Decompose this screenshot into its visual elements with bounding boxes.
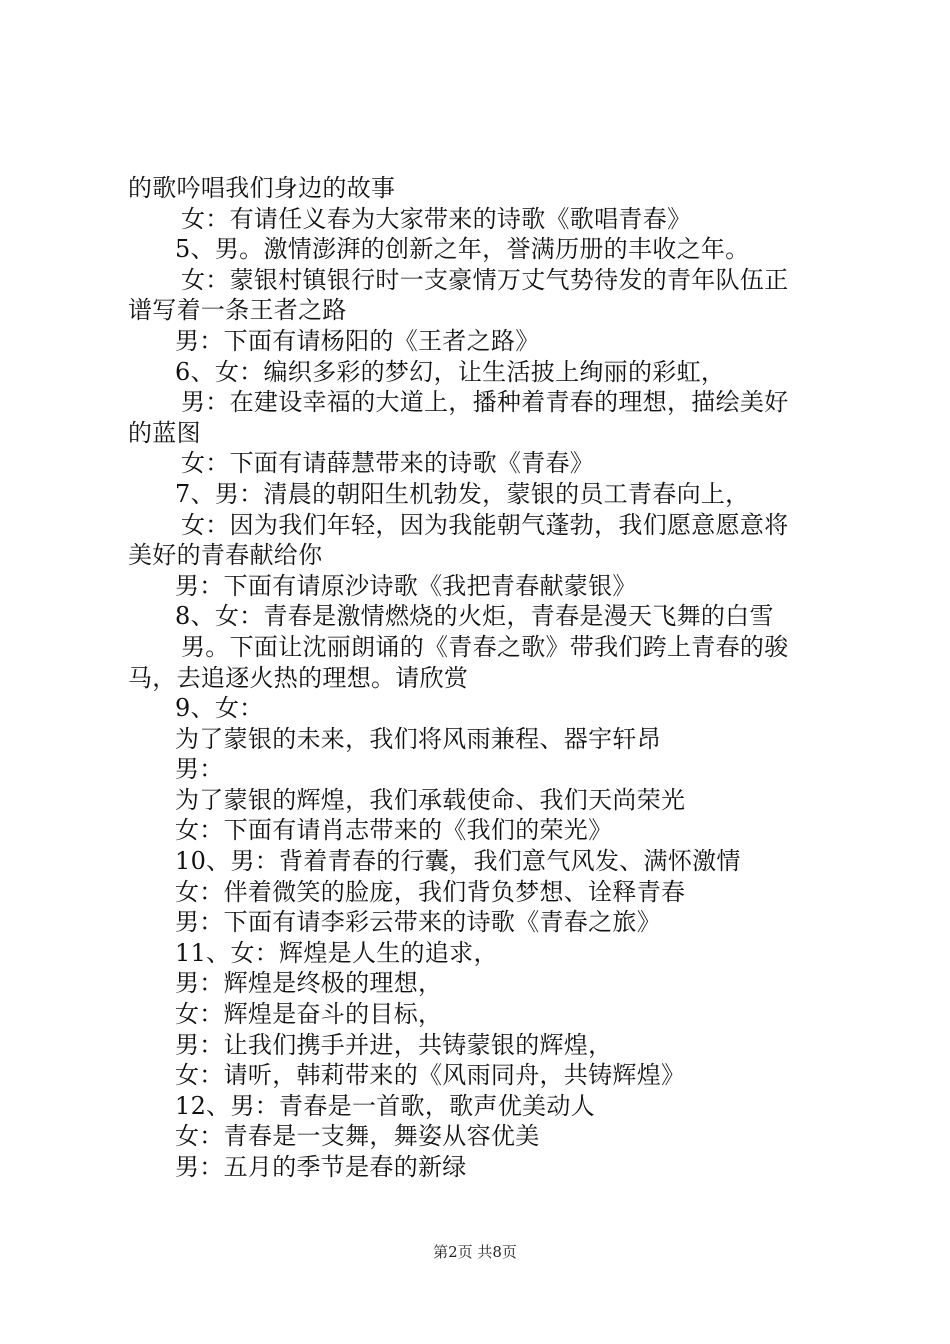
text-line: 5、男。激情澎湃的创新之年，誉满历册的丰收之年。 bbox=[175, 235, 750, 264]
document-body bbox=[128, 173, 834, 1183]
text-line: 女：青春是一支舞，舞姿从容优美 bbox=[175, 1122, 540, 1151]
text-line: 男：下面有请杨阳的《王者之路》 bbox=[175, 326, 540, 355]
text-line: 女：辉煌是奋斗的目标， bbox=[175, 1000, 443, 1029]
text-line: 男：五月的季节是春的新绿 bbox=[175, 1153, 467, 1181]
text-line: 女：蒙银村镇银行时一支豪情万丈气势待发的青年队伍正 bbox=[181, 265, 789, 294]
text-line: 女：伴着微笑的脸庞，我们背负梦想、诠释青春 bbox=[175, 877, 686, 906]
text-line: 女：因为我们年轻，因为我能朝气蓬勃，我们愿意愿意将 bbox=[181, 510, 789, 539]
text-line: 7、男：清晨的朝阳生机勃发，蒙银的员工青春向上， bbox=[175, 479, 750, 508]
text-line: 女：请听，韩莉带来的《风雨同舟，共铸辉煌》 bbox=[175, 1061, 686, 1090]
text-line: 8、女：青春是激情燃烧的火炬，青春是漫天飞舞的白雪 bbox=[175, 602, 774, 631]
text-line: 为了蒙银的辉煌，我们承载使命、我们天尚荣光 bbox=[175, 785, 686, 814]
text-line: 男：辉煌是终极的理想， bbox=[175, 969, 443, 998]
text-line: 女：下面有请薛慧带来的诗歌《青春》 bbox=[181, 449, 595, 478]
text-line: 11、女：辉煌是人生的追求， bbox=[175, 938, 498, 967]
text-line: 女：有请任义春为大家带来的诗歌《歌唱青春》 bbox=[181, 204, 692, 233]
text-line: 男。下面让沈丽朗诵的《青春之歌》带我们跨上青春的骏 bbox=[181, 632, 789, 661]
text-line: 男：让我们携手并进，共铸蒙银的辉煌， bbox=[175, 1030, 613, 1059]
text-line: 男：下面有请李彩云带来的诗歌《青春之旅》 bbox=[175, 908, 661, 937]
text-line: 6、女：编织多彩的梦幻，让生活披上绚丽的彩虹， bbox=[175, 357, 726, 386]
text-line: 12、男：青春是一首歌，歌声优美动人 bbox=[175, 1091, 595, 1120]
text-line: 女：下面有请肖志带来的《我们的荣光》 bbox=[175, 816, 613, 845]
text-line: 9、女： bbox=[175, 694, 264, 723]
text-line: 的蓝图 bbox=[128, 418, 201, 447]
text-line: 男：在建设幸福的大道上，播种着青春的理想，描绘美好 bbox=[181, 388, 789, 417]
text-line: 男：下面有请原沙诗歌《我把青春献蒙银》 bbox=[175, 571, 637, 600]
text-line: 男： bbox=[175, 755, 224, 784]
text-line: 的歌吟唱我们身边的故事 bbox=[128, 174, 396, 202]
page-number-footer: 第2页 共8页 bbox=[433, 1243, 517, 1261]
text-line: 马，去追逐火热的理想。请欣赏 bbox=[128, 663, 469, 692]
text-line: 为了蒙银的未来，我们将风雨兼程、器宇轩昂 bbox=[175, 724, 661, 753]
text-line: 美好的青春献给你 bbox=[128, 541, 323, 570]
text-line: 10、男：背着青春的行囊，我们意气风发、满怀激情 bbox=[175, 847, 741, 876]
text-line: 谱写着一条王者之路 bbox=[128, 296, 347, 325]
